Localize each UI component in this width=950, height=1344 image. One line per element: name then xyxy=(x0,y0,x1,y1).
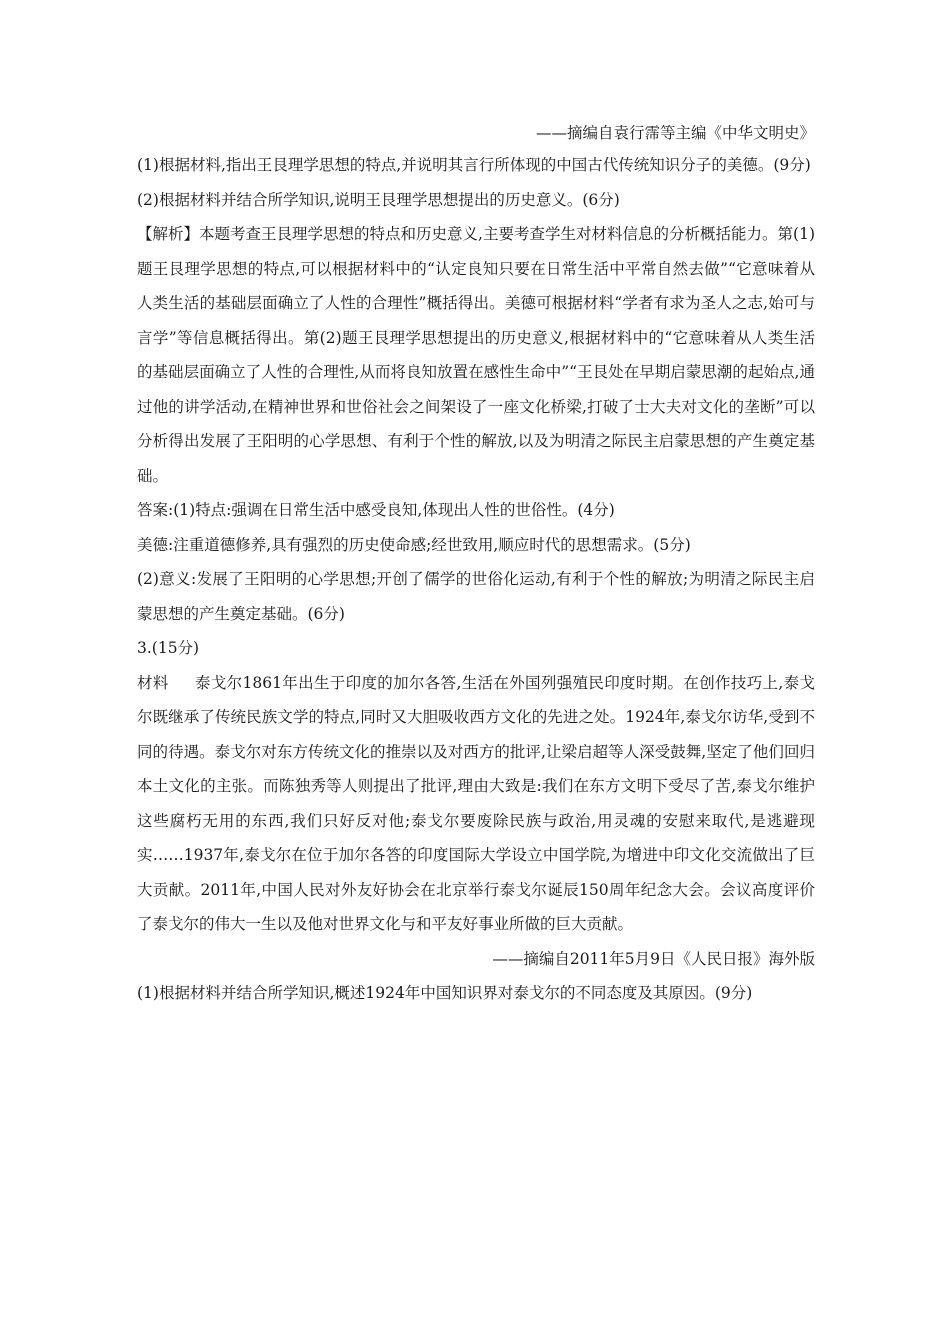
document-body xyxy=(137,122,815,1011)
answer-2: (2)意义:发展了王阳明的心学思想;开创了儒学的世俗化运动,有利于个性的解放;为明清之际民主启蒙思想的产生奠定基础。(6分) xyxy=(137,570,815,623)
answer-virtue: 美德:注重道德修养,具有强烈的历史使命感;经世致用,顺应时代的思想需求。(5分) xyxy=(137,535,691,554)
answer-1: 答案:(1)特点:强调在日常生活中感受良知,体现出人性的世俗性。(4分) xyxy=(137,501,615,519)
question-3-1: (1)根据材料并结合所学知识,概述1924年中国知识界对泰戈尔的不同态度及其原因。(9分) xyxy=(137,984,753,1002)
question-1: (1)根据材料,指出王艮理学思想的特点,并说明其言行所体现的中国古代传统知识分子的美德。(9分) xyxy=(137,156,811,174)
analysis-paragraph xyxy=(137,217,815,493)
analysis-tag: 【解析】 xyxy=(137,225,200,243)
question-2: (2)根据材料并结合所学知识,说明王艮理学思想提出的历史意义。(6分) xyxy=(137,190,620,209)
material-paragraph xyxy=(137,666,815,942)
source-citation-1: ——摘编自袁行霈等主编《中华文明史》 xyxy=(535,124,815,142)
analysis-text: 本题考查王艮理学思想的特点和历史意义,主要考查学生对材料信息的分析概括能力。第(1)题王艮理学思想的特点,可以根据材料中的“认定良知只要在日常生活中平常自然去做”“它意味着从人类生活的基础层面确立了人性的合理性”概括得出。美德可根据材料“学者有求为圣人之志,始可与言学”等信息概括得出。第(2)题王艮理学思想提出的历史意义,根据材料中的“它意味着从人类生活的基础层面确立了人性的合理性,从而将良知放置在感性生命中”“王艮处在早期启蒙思潮的起始点,通过他的讲学活动,在精神世界和世俗社会之间架设了一座文化桥梁,打破了士大夫对文化的垄断”可以分析得出发展了王阳明的心学思想、有利于个性的解放,以及为明清之际民主启蒙思想的产生奠定基础。 xyxy=(137,225,815,485)
question-3-header: 3.(15分) xyxy=(137,639,200,657)
material-text: 泰戈尔1861年出生于印度的加尔各答,生活在外国列强殖民印度时期。在创作技巧上,泰戈尔既继承了传统民族文学的特点,同时又大胆吸收西方文化的先进之处。1924年,泰戈尔访华,受到不同的待遇。泰戈尔对东方传统文化的推崇以及对西方的批评,让梁启超等人深受鼓舞,坚定了他们回归本土文化的主张。而陈独秀等人则提出了批评,理由大致是:我们在东方文明下受尽了苦,泰戈尔维护这些腐朽无用的东西,我们只好反对他;泰戈尔要废除民族与政治,用灵魂的安慰来取代,是逃避现实……1937年,泰戈尔在位于加尔各答的印度国际大学设立中国学院,为增进中印文化交流做出了巨大贡献。2011年,中国人民对外友好协会在北京举行泰戈尔诞辰150周年纪念大会。会议高度评价了泰戈尔的伟大一生以及他对世界文化与和平友好事业所做的巨大贡献。 xyxy=(137,673,815,933)
source-citation-2: ——摘编自2011年5月9日《人民日报》海外版 xyxy=(492,949,815,968)
material-tag: 材料 xyxy=(137,673,169,692)
